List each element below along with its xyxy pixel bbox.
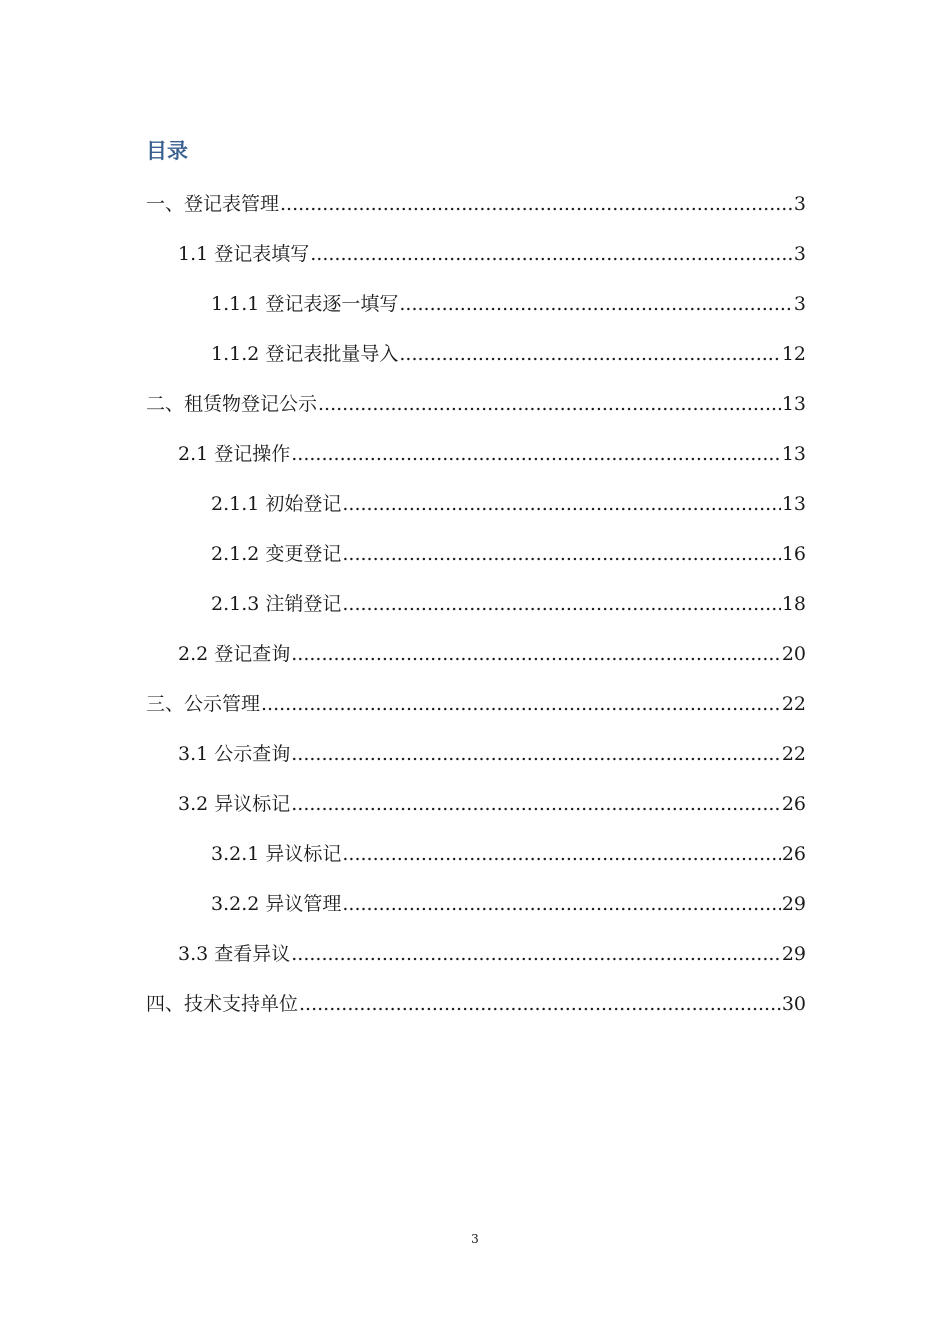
toc-entry-page: 22 bbox=[781, 693, 806, 715]
toc-entry[interactable] bbox=[146, 640, 806, 690]
toc-entry-text: 3.2.2 异议管理 bbox=[211, 893, 342, 915]
toc-entry-text: 2.1.1 初始登记 bbox=[211, 493, 342, 515]
toc-entry-page: 29 bbox=[781, 893, 806, 915]
toc-entry[interactable] bbox=[146, 940, 806, 990]
toc-entry-page: 3 bbox=[793, 193, 806, 215]
toc-entry-page: 18 bbox=[781, 593, 806, 615]
toc-entry[interactable] bbox=[146, 190, 806, 240]
toc-entry-page: 16 bbox=[781, 543, 806, 565]
toc-leader-dots bbox=[310, 240, 793, 268]
toc-entry-page: 22 bbox=[781, 743, 806, 765]
toc-entry[interactable] bbox=[146, 540, 806, 590]
toc-entry-page: 30 bbox=[781, 993, 806, 1015]
toc-list bbox=[146, 190, 806, 1040]
toc-leader-dots bbox=[291, 940, 781, 968]
toc-leader-dots bbox=[399, 290, 793, 318]
toc-leader-dots bbox=[291, 640, 781, 668]
toc-entry[interactable] bbox=[146, 990, 806, 1040]
toc-entry-text: 1.1.1 登记表逐一填写 bbox=[211, 293, 399, 315]
toc-leader-dots bbox=[399, 340, 780, 368]
toc-leader-dots bbox=[299, 990, 781, 1018]
toc-entry[interactable] bbox=[146, 690, 806, 740]
toc-entry-page: 13 bbox=[781, 493, 806, 515]
toc-leader-dots bbox=[342, 890, 780, 918]
toc-leader-dots bbox=[342, 490, 780, 518]
toc-entry-text: 1.1 登记表填写 bbox=[178, 243, 310, 265]
toc-entry[interactable] bbox=[146, 340, 806, 390]
toc-entry-page: 3 bbox=[793, 243, 806, 265]
toc-entry-text: 四、技术支持单位 bbox=[146, 993, 299, 1015]
toc-entry-page: 12 bbox=[781, 343, 806, 365]
toc-entry-text: 3.1 公示查询 bbox=[178, 743, 291, 765]
toc-leader-dots bbox=[291, 790, 781, 818]
toc-leader-dots bbox=[342, 590, 780, 618]
toc-leader-dots bbox=[291, 740, 781, 768]
toc-leader-dots bbox=[342, 540, 780, 568]
toc-entry-page: 26 bbox=[781, 843, 806, 865]
toc-entry-text: 2.1 登记操作 bbox=[178, 443, 291, 465]
toc-entry-page: 20 bbox=[781, 643, 806, 665]
toc-entry-text: 3.3 查看异议 bbox=[178, 943, 291, 965]
toc-entry-text: 三、公示管理 bbox=[146, 693, 261, 715]
toc-entry-page: 13 bbox=[781, 393, 806, 415]
toc-entry[interactable] bbox=[146, 590, 806, 640]
toc-entry[interactable] bbox=[146, 490, 806, 540]
toc-entry-text: 2.1.3 注销登记 bbox=[211, 593, 342, 615]
toc-leader-dots bbox=[342, 840, 780, 868]
toc-leader-dots bbox=[291, 440, 781, 468]
toc-entry-page: 13 bbox=[781, 443, 806, 465]
toc-title: 目录 bbox=[146, 139, 188, 163]
page-number: 3 bbox=[471, 1232, 479, 1246]
toc-entry-text: 2.2 登记查询 bbox=[178, 643, 291, 665]
toc-entry[interactable] bbox=[146, 740, 806, 790]
toc-entry-page: 26 bbox=[781, 793, 806, 815]
toc-entry-text: 3.2.1 异议标记 bbox=[211, 843, 342, 865]
toc-entry[interactable] bbox=[146, 240, 806, 290]
toc-leader-dots bbox=[318, 390, 781, 418]
toc-entry-text: 一、登记表管理 bbox=[146, 193, 280, 215]
toc-entry[interactable] bbox=[146, 890, 806, 940]
toc-entry[interactable] bbox=[146, 290, 806, 340]
toc-entry-text: 3.2 异议标记 bbox=[178, 793, 291, 815]
toc-entry[interactable] bbox=[146, 390, 806, 440]
toc-entry[interactable] bbox=[146, 440, 806, 490]
toc-leader-dots bbox=[280, 190, 793, 218]
toc-entry-text: 1.1.2 登记表批量导入 bbox=[211, 343, 399, 365]
toc-entry[interactable] bbox=[146, 790, 806, 840]
toc-entry[interactable] bbox=[146, 840, 806, 890]
toc-entry-page: 29 bbox=[781, 943, 806, 965]
toc-leader-dots bbox=[261, 690, 781, 718]
toc-entry-text: 二、租赁物登记公示 bbox=[146, 393, 318, 415]
toc-entry-page: 3 bbox=[793, 293, 806, 315]
toc-entry-text: 2.1.2 变更登记 bbox=[211, 543, 342, 565]
